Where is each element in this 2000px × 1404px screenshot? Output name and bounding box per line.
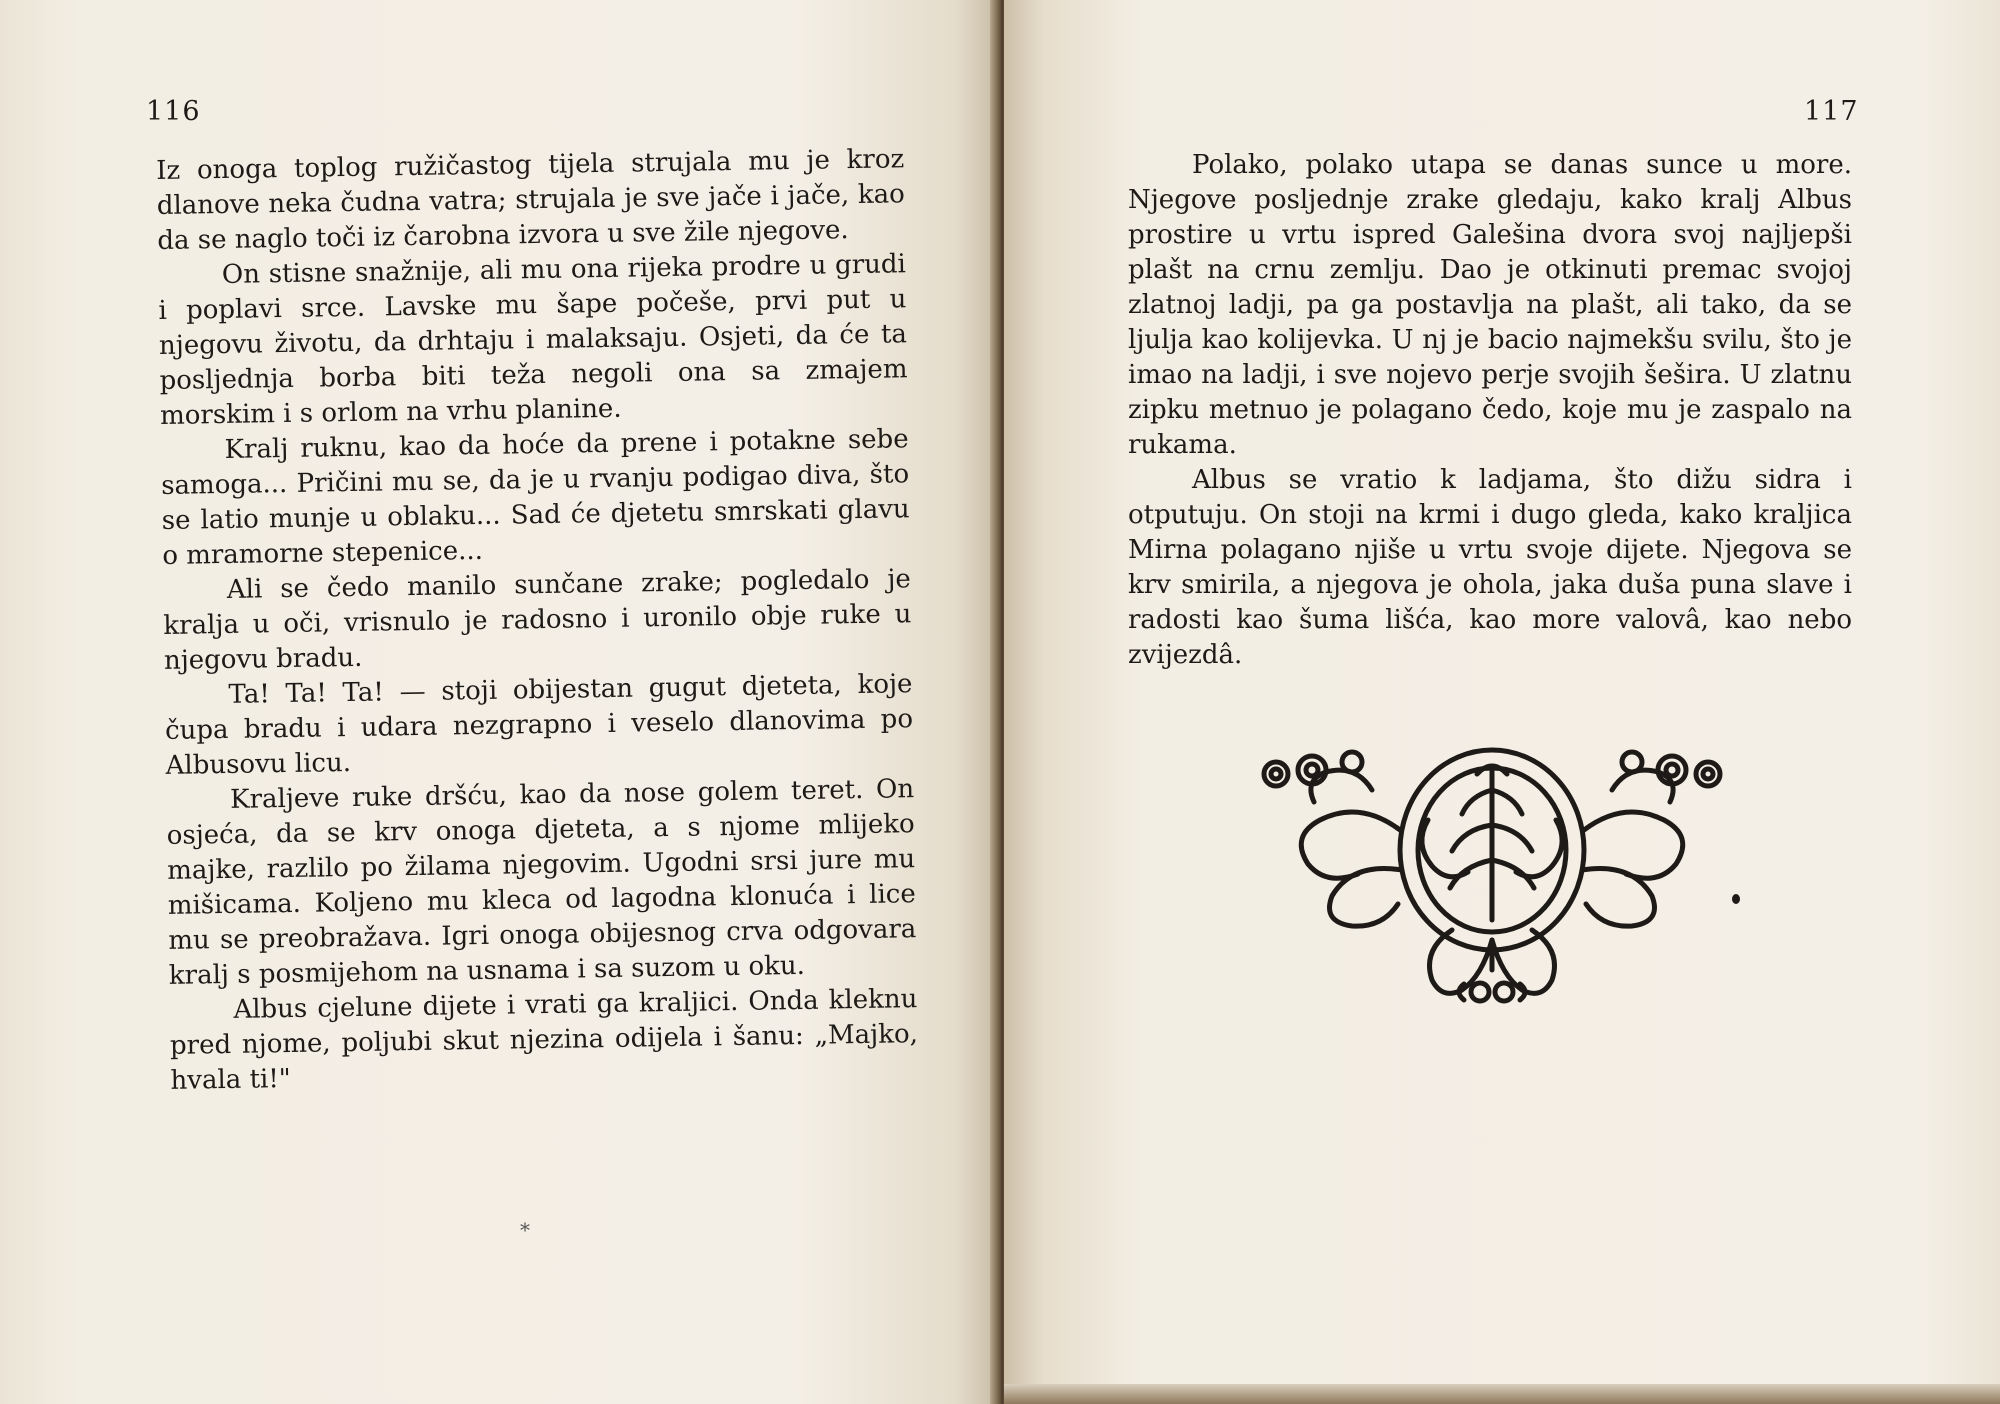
floral-tailpiece-ornament-icon [1252, 730, 1732, 1010]
ink-dot [1732, 894, 1740, 904]
paragraph: Kralj ruknu, kao da hoće da prene i potakne sebe samoga... Pričini mu se, da je u rvanju podigao diva, što se latio munje u oblaku... Sad će djetetu smrskati glavu o mramorne stepenice... [160, 424, 910, 571]
right-page-text [1128, 148, 1852, 673]
left-page-text [156, 142, 919, 1099]
asterisk-mark: * [520, 1218, 530, 1242]
paragraph: Polako, polako utapa se danas sunce u more. Njegove posljednje zrake gledaju, kako kralj Albus prostire u vrtu ispred Galešina dvora svoj najljepši plašt na crnu zemlju. Dao je otkinuti premac svojoj zlatnoj ladji, pa ga postavlja na plašt, ali tako, da se ljulja kao kolijevka. U nj je bacio najmekšu svilu, što je imao na ladji, i sve nojevo perje svojih šešira. U zlatnu zipku metnuo je polagano čedo, koje mu je zaspalo na rukama. [1128, 150, 1852, 460]
page-number-right: 117 [1804, 96, 1859, 127]
paragraph: Iz onoga toplog ružičastog tijela strujala mu je kroz dlanove neka čudna vatra; strujala je sve jače i jače, kao da se naglo toči iz čarobna izvora u sve žile njegove. [156, 144, 905, 256]
paragraph: Albus se vratio k ladjama, što dižu sidra i otputuju. On stoji na krmi i dugo gleda, kako kraljica Mirna polagano njiše u vrtu svoje dijete. Njegova se krv smirila, a njegova je ohola, jaka duša puna slave i radosti kao šuma lišća, kao more valovâ, kao nebo zvijezdâ. [1128, 465, 1852, 670]
paragraph: Ali se čedo manilo sunčane zrake; pogledalo je kralja u oči, vrisnulo je radosno i uronilo obje ruke u njegovu bradu. [163, 564, 912, 676]
paragraph: Ta! Ta! Ta! — stoji obijestan gugut djeteta, koje čupa bradu i udara nezgrapno i veselo dlanovima po Albusovu licu. [164, 669, 914, 781]
left-page [0, 0, 996, 1404]
right-page [1004, 0, 2000, 1404]
page-edge [1004, 1384, 2000, 1404]
page-number-left: 116 [146, 96, 201, 127]
paragraph: Kraljeve ruke dršću, kao da nose golem teret. On osjeća, da se krv onoga djeteta, a s njome mlijeko majke, razlilo po žilama njegovim. Ugodni srsi jure mu mišicama. Koljeno mu kleca od lagodna klonuća i lice mu se preobražava. Igri onoga obijesnog crva odgovara kralj s posmijehom na usnama i sa suzom u oku. [166, 774, 917, 991]
paragraph: Albus cjelune dijete i vrati ga kraljici. Onda kleknu pred njome, poljubi skut njezina odijela i šanu: „Majko, hvala ti!" [169, 984, 919, 1096]
paragraph: On stisne snažnije, ali mu ona rijeka prodre u grudi i poplavi srce. Lavske mu šape počeše, prvi put u njegovu životu, da drhtaju i malaksaju. Osjeti, da će ta posljednja borba biti teža negoli ona sa zmajem morskim i s orlom na vrhu planine. [158, 249, 908, 431]
